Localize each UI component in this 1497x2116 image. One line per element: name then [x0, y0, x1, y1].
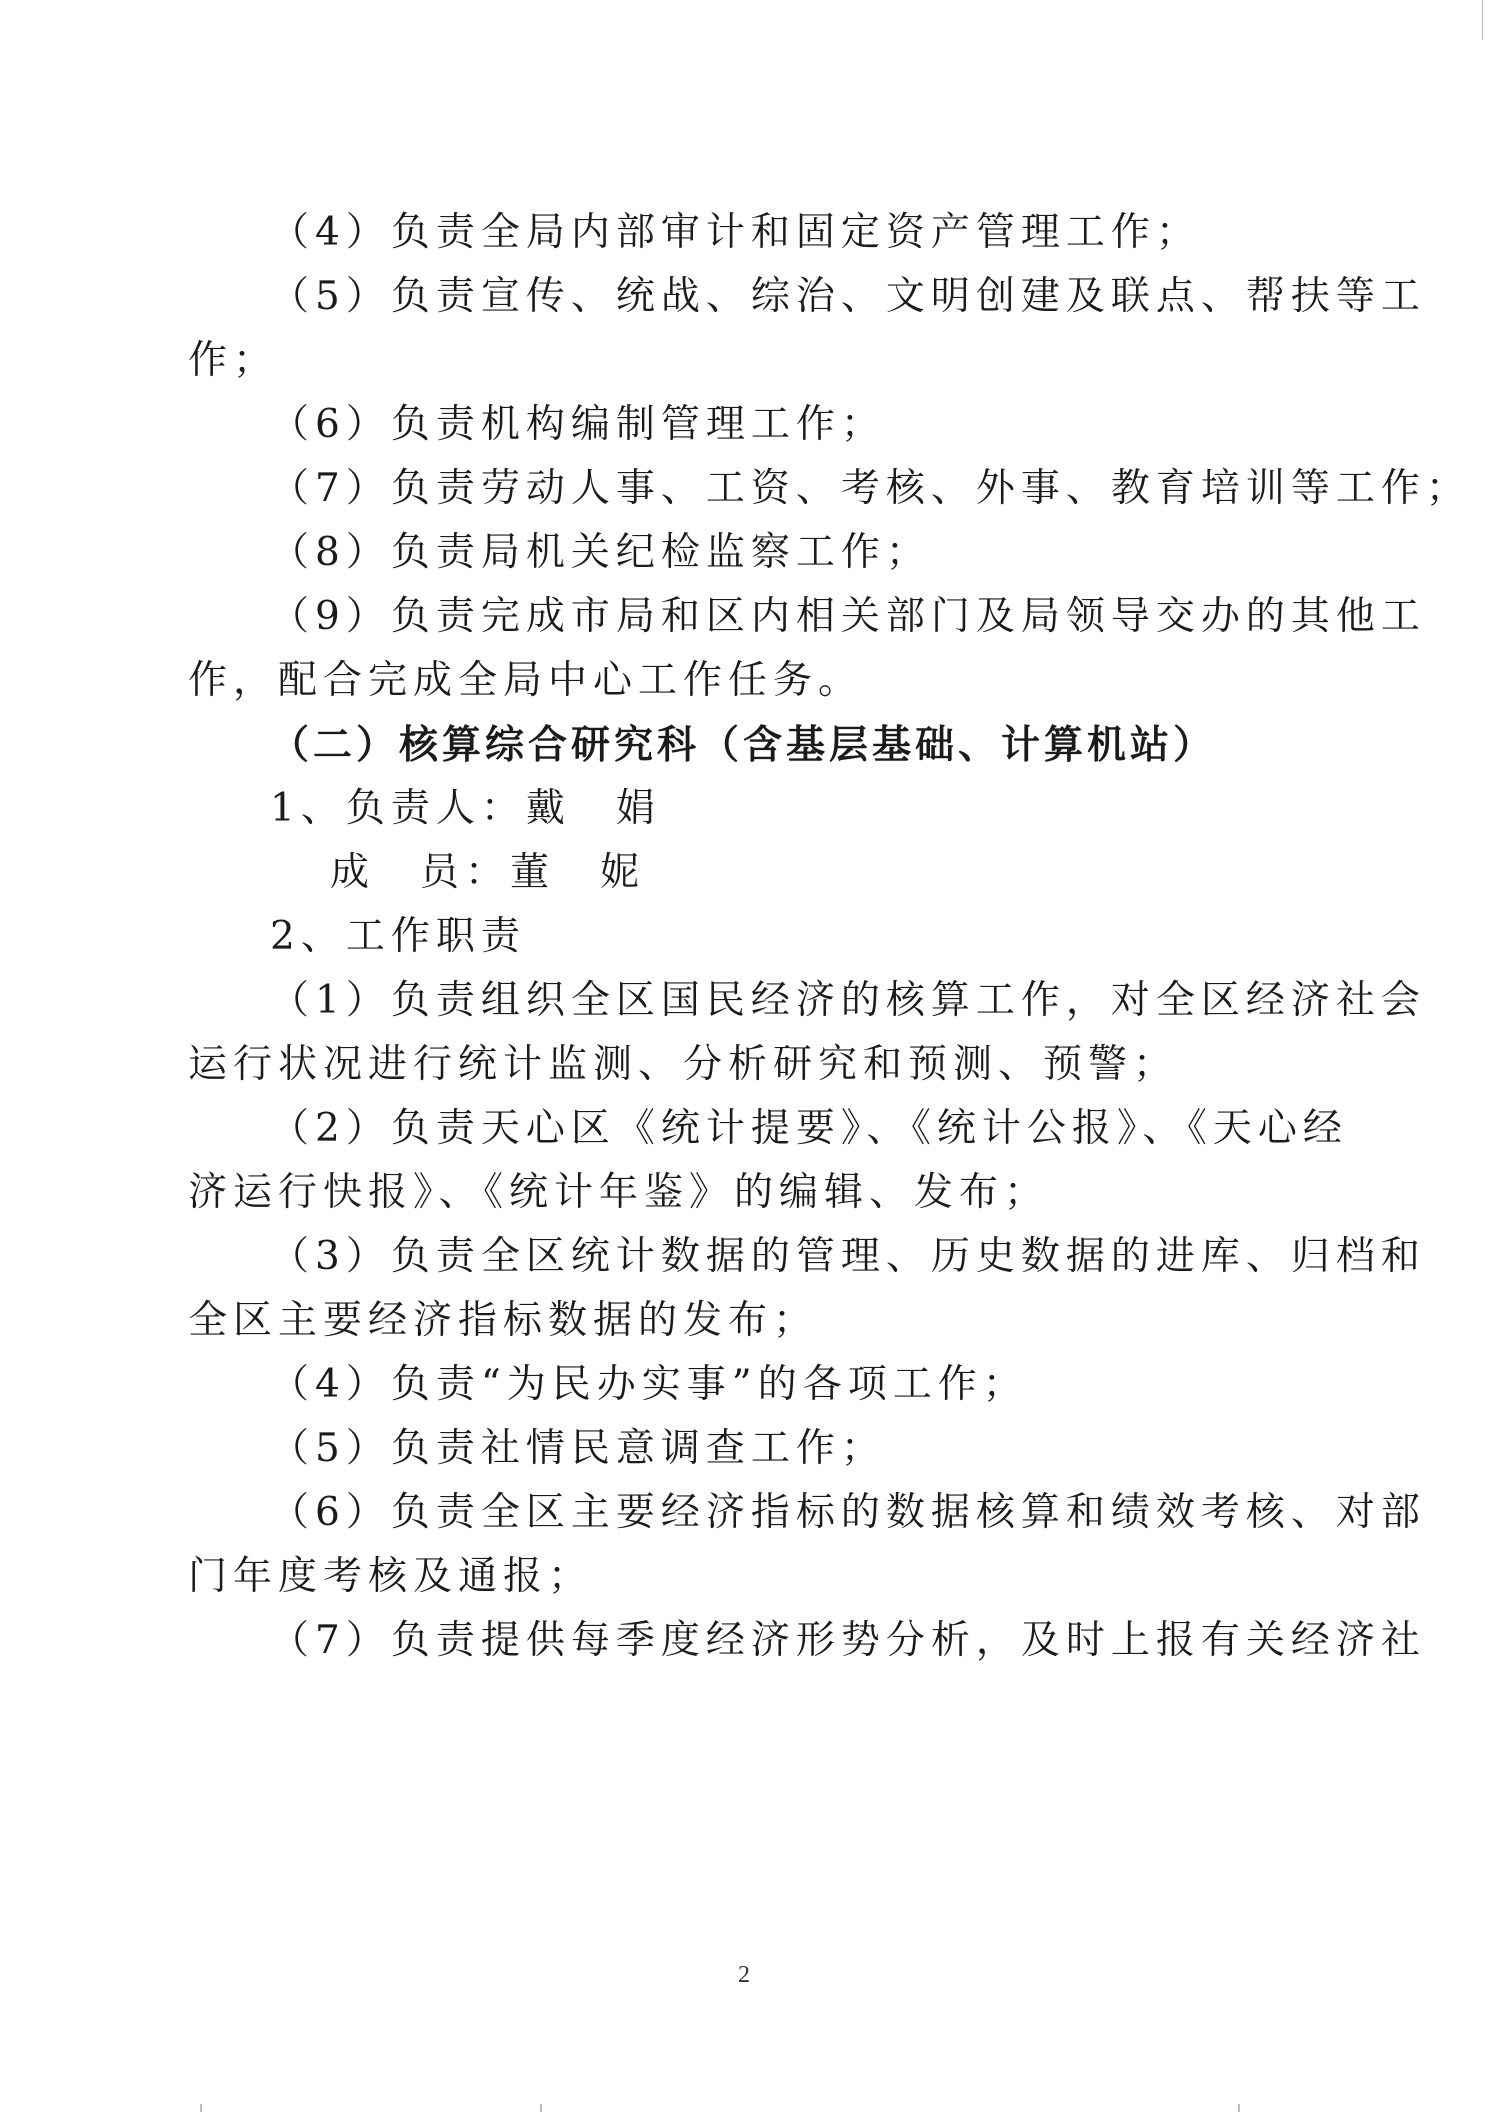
text-line: 作，配合完成全局中心工作任务。 [188, 658, 864, 703]
scan-edge-mark [540, 2104, 542, 2112]
text-line: （6）负责机构编制管理工作； [270, 402, 886, 447]
scan-edge-mark [1482, 0, 1483, 40]
text-line: （8）负责局机关纪检监察工作； [270, 530, 931, 575]
text-line: （5）负责宣传、统战、综治、文明创建及联点、帮扶等工 [270, 274, 1426, 319]
text-line: （4）负责全局内部审计和固定资产管理工作； [270, 210, 1201, 255]
text-line: （7）负责劳动人事、工资、考核、外事、教育培训等工作； [270, 466, 1471, 511]
text-line: 门年度考核及通报； [188, 1554, 594, 1599]
text-line: （1）负责组织全区国民经济的核算工作，对全区经济社会 [270, 978, 1426, 1023]
text-line: （5）负责社情民意调查工作； [270, 1426, 886, 1471]
text-line: 运行状况进行统计监测、分析研究和预测、预警； [188, 1042, 1179, 1087]
text-line: （4）负责“为民办实事”的各项工作； [270, 1362, 1028, 1407]
text-line: 济运行快报》、《统计年鉴》的编辑、发布； [188, 1170, 1050, 1215]
responsible-person: 1、负责人：戴 娟 [270, 786, 661, 831]
page-number: 2 [738, 1962, 750, 1988]
text-line: 作； [188, 338, 279, 383]
scan-edge-mark [1238, 2104, 1240, 2112]
team-member: 成 员：董 妮 [330, 850, 646, 895]
text-line: 全区主要经济指标数据的发布； [188, 1298, 819, 1343]
subsection-title: 2、工作职责 [270, 914, 526, 959]
scan-edge-mark [200, 2104, 202, 2112]
section-heading: （二）核算综合研究科（含基层基础、计算机站） [270, 722, 1217, 768]
text-line: （6）负责全区主要经济指标的数据核算和绩效考核、对部 [270, 1490, 1426, 1535]
text-line: （9）负责完成市局和区内相关部门及局领导交办的其他工 [270, 594, 1426, 639]
text-line: （7）负责提供每季度经济形势分析，及时上报有关经济社 [270, 1618, 1426, 1663]
text-line: （2）负责天心区《统计提要》、《统计公报》、《天心经 [270, 1106, 1348, 1151]
text-line: （3）负责全区统计数据的管理、历史数据的进库、归档和 [270, 1234, 1426, 1279]
